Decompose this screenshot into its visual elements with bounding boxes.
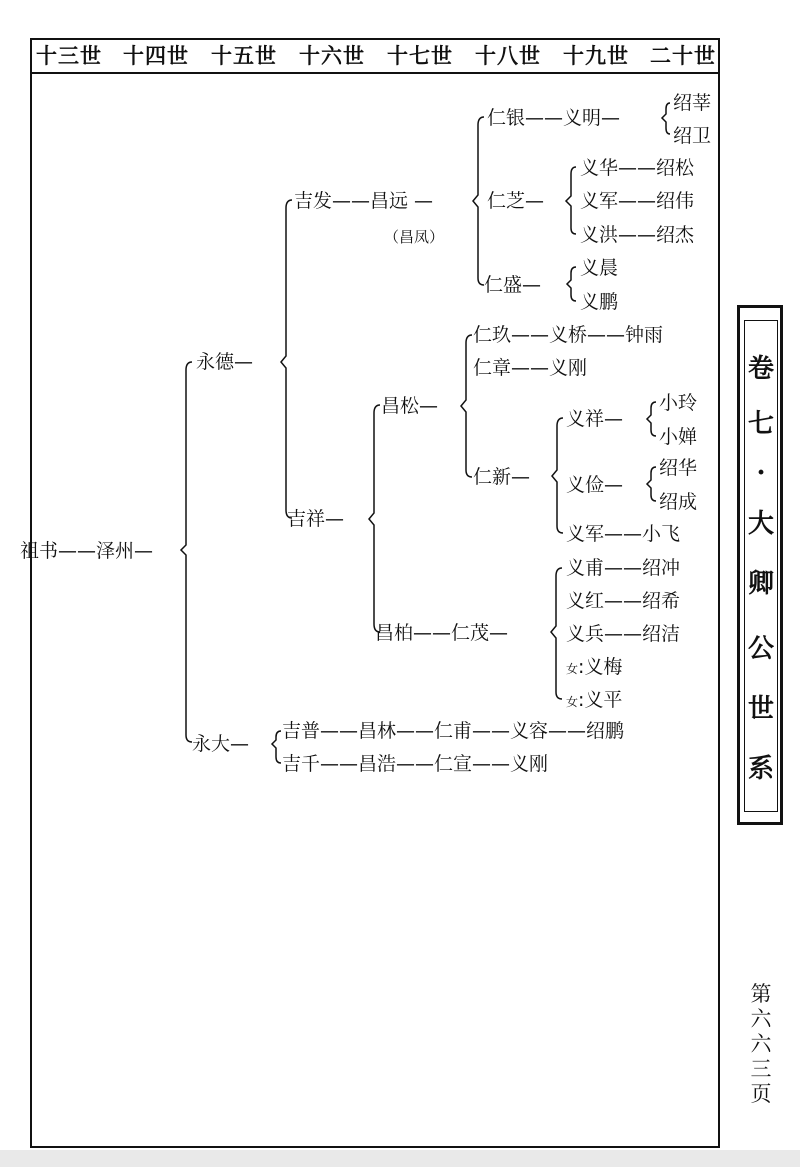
generation-17: 十七世 <box>387 43 453 68</box>
bracket-yijian <box>647 467 656 501</box>
node-changfeng-note: （昌凤） <box>384 228 445 246</box>
node-yibing: 义兵——绍洁 <box>566 623 681 645</box>
node-jifa: 吉发——昌远 — <box>294 190 434 212</box>
bracket-yiming <box>662 103 670 134</box>
volume-title-char-1: 卷 <box>747 354 774 384</box>
node-yimei <box>566 656 622 680</box>
volume-title-char-5: 卿 <box>747 569 774 599</box>
scan-bottom-edge <box>0 1150 800 1167</box>
bracket-root <box>181 362 192 742</box>
node-shaocheng: 绍成 <box>659 491 698 513</box>
node-yifu: 义甫——绍冲 <box>566 557 681 579</box>
volume-title-char-3: · <box>756 458 766 488</box>
node-shaoxin: 绍莘 <box>673 92 712 114</box>
node-shaowei: 绍卫 <box>673 125 712 147</box>
bracket-yixiang <box>647 402 656 436</box>
node-yongde: 永德— <box>196 351 254 373</box>
node-jiqian-line: 吉千——昌浩——仁宣——义刚 <box>282 753 549 775</box>
female-marker: 女 <box>566 662 579 676</box>
bracket-renzhi <box>566 167 576 234</box>
node-yongda: 永大— <box>192 733 250 755</box>
node-renzhang: 仁章——义刚 <box>473 357 588 379</box>
node-xiaoling: 小玲 <box>659 392 698 414</box>
node-jipu-line: 吉普——昌林——仁甫——义容——绍鹏 <box>282 720 625 742</box>
generation-15: 十五世 <box>211 43 277 68</box>
node-renyin: 仁银——义明— <box>487 107 621 129</box>
root-node: 祖书——泽州— <box>20 540 154 562</box>
volume-title-char-7: 世 <box>747 694 774 724</box>
generation-19: 十九世 <box>563 43 629 68</box>
node-rensheng: 仁盛— <box>484 274 542 296</box>
volume-title-char-4: 大 <box>747 509 774 539</box>
volume-title-char-6: 公 <box>747 634 774 664</box>
node-yiping <box>566 689 622 713</box>
node-yihua: 义华——绍松 <box>580 157 695 179</box>
generation-14: 十四世 <box>123 43 189 68</box>
node-yihong: 义洪——绍杰 <box>580 224 695 246</box>
node-yipeng: 义鹏 <box>580 291 619 313</box>
node-yihong2: 义红——绍希 <box>566 590 681 612</box>
volume-title-panel <box>737 305 783 825</box>
node-shaohua: 绍华 <box>659 457 698 479</box>
node-yijun2: 义军——小飞 <box>566 523 681 545</box>
volume-title-char-2: 七 <box>747 409 774 439</box>
generation-13: 十三世 <box>36 43 102 68</box>
node-yijun1: 义军——绍伟 <box>580 190 695 212</box>
generation-16: 十六世 <box>299 43 365 68</box>
volume-title-char-8: 系 <box>747 754 774 784</box>
page-number: 第六六三页 <box>750 982 772 1106</box>
bracket-jixiang <box>369 405 380 632</box>
node-yixiang: 义祥— <box>566 408 624 430</box>
bracket-changyuan <box>473 117 484 285</box>
node-changbai: 昌柏——仁茂— <box>375 622 509 644</box>
yimei-name: :义梅 <box>578 656 623 678</box>
node-yijian: 义俭— <box>566 474 624 496</box>
bracket-yongde <box>281 200 292 518</box>
generation-20: 二十世 <box>650 43 716 68</box>
bracket-renxin <box>552 418 563 533</box>
bracket-yongda <box>272 731 281 763</box>
bracket-rensheng <box>567 267 576 301</box>
bracket-renmao <box>551 568 562 699</box>
yiping-name: :义平 <box>578 689 623 711</box>
node-changsong: 昌松— <box>381 395 439 417</box>
node-xiaochan: 小婵 <box>659 426 698 448</box>
bracket-changsong <box>461 335 472 477</box>
node-renzhi: 仁芝— <box>487 190 545 212</box>
node-renjiu: 仁玖——义桥——钟雨 <box>473 324 664 346</box>
node-yichen: 义晨 <box>580 257 619 279</box>
node-renxin: 仁新— <box>473 466 531 488</box>
node-jixiang: 吉祥— <box>287 508 345 530</box>
generation-18: 十八世 <box>475 43 541 68</box>
female-marker: 女 <box>566 695 579 709</box>
